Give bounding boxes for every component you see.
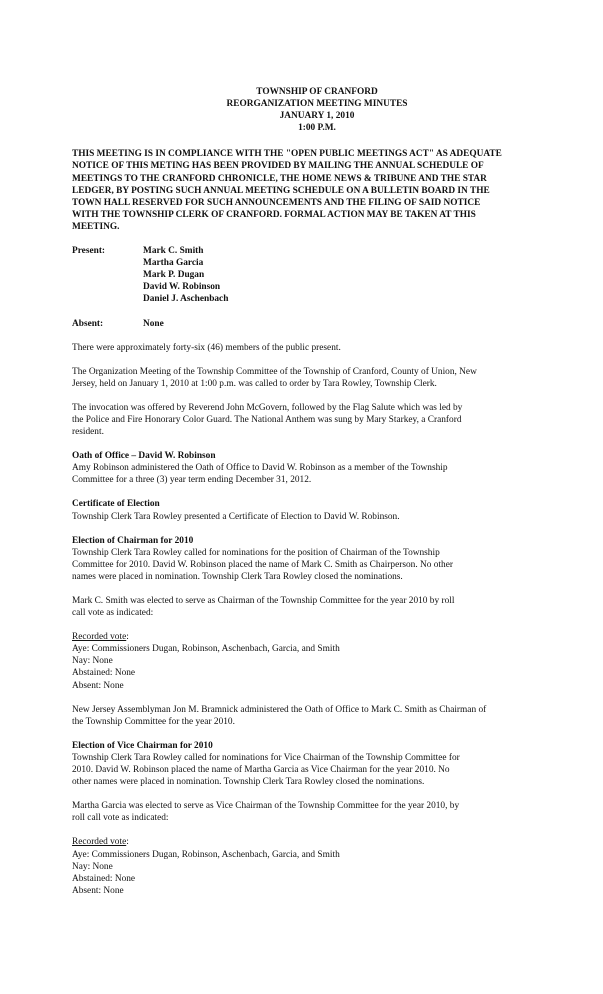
header-time: 1:00 P.M. <box>298 123 336 134</box>
paragraph-line: There were approximately forty-six (46) members of the public present. <box>72 342 341 353</box>
vote-nay: Nay: None <box>72 656 113 667</box>
minutes-page <box>72 86 562 909</box>
document-header <box>72 86 562 134</box>
chairman-result-paragraph <box>72 595 562 619</box>
present-member: Mark P. Dugan <box>143 270 205 281</box>
public-attendance-paragraph <box>72 342 562 354</box>
paragraph-line: the Township Committee for the year 2010. <box>72 716 235 727</box>
vote-abstained: Abstained: None <box>72 873 136 884</box>
present-label: Present: <box>72 246 106 257</box>
vote-aye: Aye: Commissioners Dugan, Robinson, Aschenbach, Garcia, and Smith <box>72 849 340 860</box>
paragraph-line: call vote as indicated: <box>72 608 154 619</box>
paragraph-line: The invocation was offered by Reverend John McGovern, followed by the Flag Salute which was led by <box>72 402 463 413</box>
notice-line: MEETINGS TO THE CRANFORD CHRONICLE, THE HOME NEWS & TRIBUNE AND THE STAR <box>72 173 487 184</box>
vice-chairman-result-paragraph <box>72 800 562 824</box>
vote-absent: Absent: None <box>72 680 124 691</box>
recorded-vote-label: Recorded vote <box>72 632 127 643</box>
vote-abstained: Abstained: None <box>72 668 136 679</box>
recorded-vote-label-line <box>72 836 562 848</box>
paragraph-line: The Organization Meeting of the Township Committee of the Township of Cranford, County of Union, New <box>72 366 477 377</box>
recorded-vote-colon: : <box>126 632 129 643</box>
paragraph-line: resident. <box>72 427 104 438</box>
recorded-vote-label: Recorded vote <box>72 837 127 848</box>
paragraph-line: Martha Garcia was elected to serve as Vice Chairman of the Township Committee for the year 2010, by <box>72 801 460 812</box>
vice-chairman-election-section <box>72 740 562 788</box>
public-meetings-notice <box>72 148 562 233</box>
vote-absent: Absent: None <box>72 885 124 896</box>
oath-section <box>72 450 562 486</box>
vice-chairman-heading: Election of Vice Chairman for 2010 <box>72 740 213 751</box>
certificate-heading: Certificate of Election <box>72 499 160 510</box>
paragraph-line: Township Clerk Tara Rowley called for nominations for Vice Chairman of the Township Committee for <box>72 752 460 763</box>
absent-value: None <box>143 318 164 329</box>
chairman-oath-paragraph <box>72 704 562 728</box>
paragraph-line: Committee for a three (3) year term ending December 31, 2012. <box>72 475 312 486</box>
oath-heading: Oath of Office – David W. Robinson <box>72 451 216 462</box>
paragraph-line: Amy Robinson administered the Oath of Office to David W. Robinson as a member of the Township <box>72 463 448 474</box>
paragraph-line: New Jersey Assemblyman Jon M. Bramnick administered the Oath of Office to Mark C. Smith as Chairman of <box>72 704 487 715</box>
present-member: Martha Garcia <box>143 258 204 269</box>
present-member: David W. Robinson <box>143 282 221 293</box>
header-township: TOWNSHIP OF CRANFORD <box>256 87 378 97</box>
recorded-vote-colon: : <box>126 837 129 848</box>
paragraph-line: names were placed in nomination. Township Clerk Tara Rowley closed the nominations. <box>72 571 403 582</box>
paragraph-line: 2010. David W. Robinson placed the name of Martha Garcia as Vice Chairman for the year 2010. No <box>72 765 450 776</box>
paragraph-line: Mark C. Smith was elected to serve as Chairman of the Township Committee for the year 2010 by roll <box>72 596 455 606</box>
notice-line: MEETING. <box>72 221 120 232</box>
paragraph-line: roll call vote as indicated: <box>72 813 169 824</box>
vice-chairman-recorded-vote <box>72 836 562 896</box>
notice-line: NOTICE OF THIS METING HAS BEEN PROVIDED BY MAILING THE ANNUAL SCHEDULE OF <box>72 161 484 172</box>
paragraph-line: Township Clerk Tara Rowley presented a Certificate of Election to David W. Robinson. <box>72 511 400 522</box>
vote-aye: Aye: Commissioners Dugan, Robinson, Aschenbach, Garcia, and Smith <box>72 644 340 655</box>
header-date: JANUARY 1, 2010 <box>279 111 355 122</box>
paragraph-line: Township Clerk Tara Rowley called for nominations for the position of Chairman of the Township <box>72 547 440 558</box>
invocation-paragraph <box>72 402 562 438</box>
notice-line: LEDGER, BY POSTING SUCH ANNUAL MEETING SCHEDULE ON A BULLETIN BOARD IN THE <box>72 185 490 196</box>
present-member: Mark C. Smith <box>143 246 204 257</box>
certificate-section <box>72 498 562 522</box>
chairman-election-section <box>72 535 562 583</box>
paragraph-line: Committee for 2010. David W. Robinson placed the name of Mark C. Smith as Chairperson. No other <box>72 559 453 570</box>
chairman-recorded-vote <box>72 631 562 691</box>
organization-paragraph <box>72 366 562 390</box>
header-meeting-type: REORGANIZATION MEETING MINUTES <box>226 99 408 110</box>
notice-line: THIS MEETING IS IN COMPLIANCE WITH THE "OPEN PUBLIC MEETINGS ACT" AS ADEQUATE <box>72 149 502 160</box>
paragraph-line: other names were placed in nomination. Township Clerk Tara Rowley closed the nominations. <box>72 777 425 788</box>
present-roster <box>72 245 562 305</box>
paragraph-line: the Police and Fire Honorary Color Guard. The National Anthem was sung by Mary Starkey, a Cranford <box>72 414 462 425</box>
paragraph-line: Jersey, held on January 1, 2010 at 1:00 p.m. was called to order by Tara Rowley, Township Clerk. <box>72 378 437 389</box>
absent-roster <box>72 318 562 330</box>
notice-line: WITH THE TOWNSHIP CLERK OF CRANFORD. FORMAL ACTION MAY BE TAKEN AT THIS <box>72 209 476 220</box>
present-names <box>143 245 228 305</box>
absent-label: Absent: <box>72 318 104 329</box>
present-member: Daniel J. Aschenbach <box>143 294 229 305</box>
chairman-heading: Election of Chairman for 2010 <box>72 535 194 546</box>
vote-nay: Nay: None <box>72 861 113 872</box>
recorded-vote-label-line <box>72 631 562 643</box>
notice-line: TOWN HALL RESERVED FOR SUCH ANNOUNCEMENTS AND THE FILING OF SAID NOTICE <box>72 197 481 208</box>
